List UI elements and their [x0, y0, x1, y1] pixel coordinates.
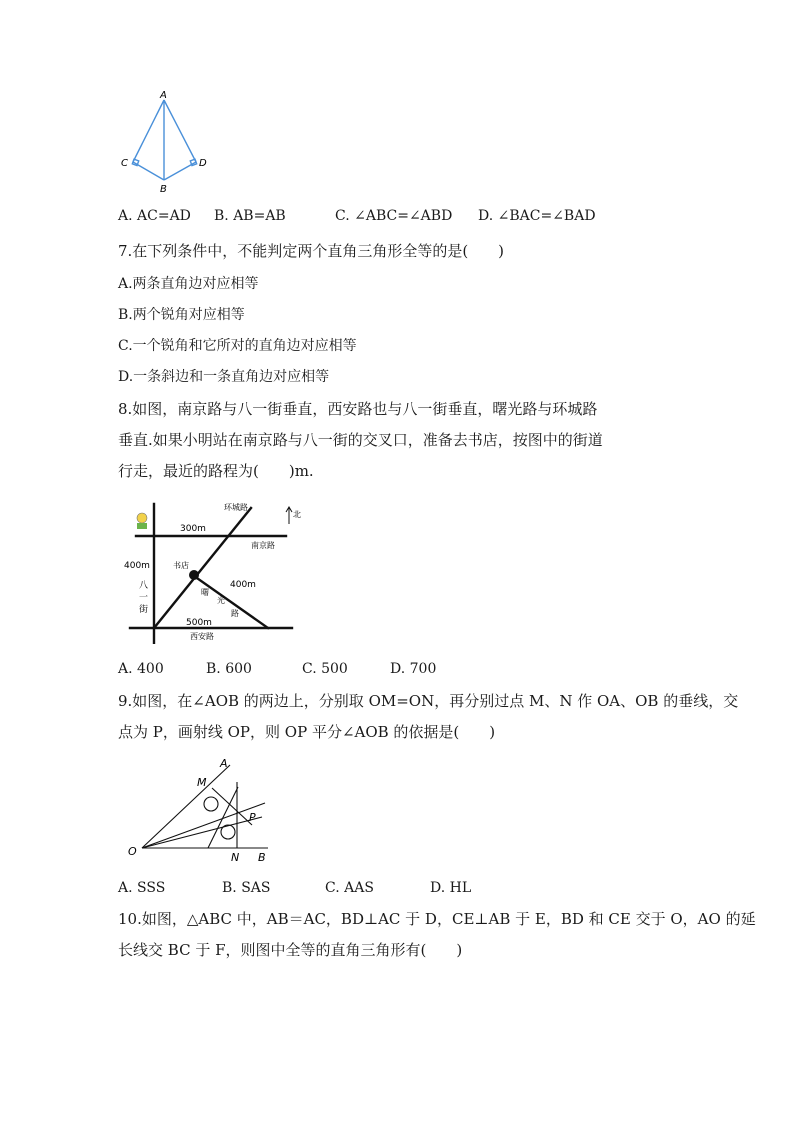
dist-300m-label: 300m	[180, 524, 206, 534]
q9-stem-line-1: 9.如图，在∠AOB 的两边上，分别取 OM=ON，再分别过点 M、N 作 OA、OB 的垂线，交	[118, 692, 739, 710]
q10-stem-line-2: 长线交 BC 于 F，则图中全等的直角三角形有( )	[118, 941, 463, 959]
q9-point-p: P	[249, 811, 256, 824]
q8-option-a: A. 400	[118, 661, 164, 677]
dist-500m-label: 500m	[186, 618, 212, 628]
shuguang-road-char-3: 路	[231, 609, 239, 618]
q9-option-a: A. SSS	[118, 880, 166, 896]
q9-point-m: M	[197, 776, 207, 789]
q8-option-b: B. 600	[206, 661, 252, 677]
q9-stem-line-2: 点为 P，画射线 OP，则 OP 平分∠AOB 的依据是( )	[118, 723, 496, 741]
dist-400m-left-label: 400m	[124, 561, 150, 571]
huancheng-road-label: 环城路	[224, 503, 248, 512]
shuguang-road-char-2: 光	[217, 596, 225, 605]
q8-option-d: D. 700	[390, 661, 437, 677]
q8-stem-line-1: 8.如图，南京路与八一街垂直，西安路也与八一街垂直，曙光路与环城路	[118, 400, 598, 418]
q6-point-c: C	[121, 158, 128, 169]
bookstore-label: 书店	[173, 561, 189, 570]
q9-option-d: D. HL	[430, 880, 472, 896]
q8-option-c: C. 500	[302, 661, 348, 677]
q9-option-c: C. AAS	[325, 880, 374, 896]
q8-stem-line-2: 垂直.如果小明站在南京路与八一街的交叉口，准备去书店，按图中的街道	[118, 431, 603, 449]
bayi-street-char-2: 一	[139, 593, 149, 603]
bookstore-marker	[189, 570, 199, 580]
q6-figure	[110, 88, 220, 198]
q6-point-b: B	[160, 184, 167, 195]
q10-stem-line-1: 10.如图，△ABC 中，AB＝AC，BD⊥AC 于 D，CE⊥AB 于 E，BD 和 CE 交于 O，AO 的延	[118, 910, 756, 928]
q7-option-a: A.两条直角边对应相等	[118, 276, 259, 292]
q7-option-b: B.两个锐角对应相等	[118, 307, 245, 323]
north-arrow-icon	[286, 507, 292, 524]
q8-stem-line-3: 行走，最近的路程为( )m.	[118, 462, 314, 480]
shuguang-road-char-1: 曙	[201, 588, 209, 597]
xian-road-label: 西安路	[190, 632, 214, 641]
q6-point-a: A	[160, 90, 167, 101]
q7-option-d: D.一条斜边和一条直角边对应相等	[118, 369, 330, 385]
q9-point-b: B	[258, 851, 266, 864]
q6-option-a: A. AC=AD	[118, 208, 191, 224]
nanjing-road-label: 南京路	[251, 541, 275, 550]
q9-angle-figure	[120, 755, 280, 867]
north-label: 北	[293, 510, 301, 519]
bayi-street-char-3: 街	[139, 605, 149, 615]
bayi-street-char-1: 八	[139, 581, 149, 591]
q6-option-c: C. ∠ABC=∠ABD	[335, 208, 453, 224]
q6-option-b: B. AB=AB	[214, 208, 286, 224]
dist-400m-right-label: 400m	[230, 580, 256, 590]
q9-option-b: B. SAS	[222, 880, 271, 896]
q7-stem: 7.在下列条件中，不能判定两个直角三角形全等的是( )	[118, 242, 505, 260]
person-icon	[137, 513, 147, 529]
q9-point-a: A	[220, 757, 228, 770]
q9-point-n: N	[231, 851, 240, 864]
q6-option-d: D. ∠BAC=∠BAD	[478, 208, 596, 224]
q6-point-d: D	[199, 158, 207, 169]
q7-option-c: C.一个锐角和它所对的直角边对应相等	[118, 338, 357, 354]
q8-street-map	[118, 498, 303, 644]
q9-point-o: O	[128, 845, 137, 858]
